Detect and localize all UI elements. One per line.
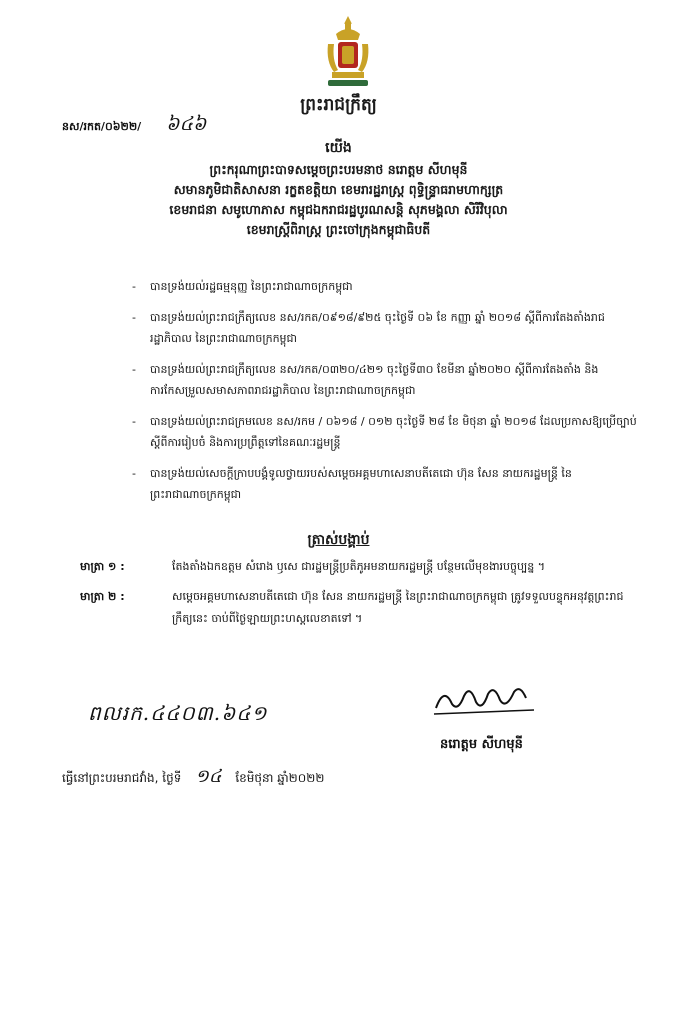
decision-heading: ត្រាស់បង្គាប់ — [307, 532, 370, 548]
article-label: មាត្រា ១ : — [80, 560, 125, 573]
article-1 — [80, 556, 640, 578]
list-dash: - — [132, 280, 136, 293]
recital-item — [118, 276, 638, 297]
royal-coat-of-arms-emblem — [322, 14, 374, 88]
list-dash: - — [132, 415, 136, 428]
king-title-line: ខេមរាជនា សមូហោភាស កម្ពុជឯករាជរដ្ឋបូរណសន្តិ សុភមង្គលា សិរីវិបុលា — [169, 202, 508, 217]
handwritten-day: ១៤ — [195, 766, 222, 787]
king-title-line: សមានភូមិជាតិសាសនា រក្ខតខត្តិយា ខេមរារដ្ឋរាស្ត្រ ពុទ្ធិន្ទ្រាធរាមហាក្សត្រ — [173, 182, 504, 197]
king-title-line: ខេមរាស្ត្រីពិរាស្ត្រ ព្រះចៅក្រុងកម្ពុជាធិបតី — [246, 222, 431, 237]
decree-reference-number: នស/រកត/០៦២២/ — [62, 120, 142, 133]
recital-item — [118, 359, 638, 401]
place-text: ធ្វើនៅព្រះបរមរាជវាំង, ថ្ងៃទី — [62, 771, 182, 785]
decree-subtitle: យើង — [325, 140, 352, 156]
king-title-line: ព្រះករុណាព្រះបាទសម្តេចព្រះបរមនាថ នរោត្តម សីហមុនី — [209, 162, 468, 177]
list-dash: - — [132, 467, 136, 480]
place-and-date — [62, 764, 324, 791]
recital-item — [118, 307, 638, 349]
recital-text: បានទ្រង់យល់ព្រះរាជក្រឹត្យលេខ នស/រកត/០៣២០/៤២១ ចុះថ្ងៃទី៣០ ខែមីនា ឆ្នាំ២០២០ ស្តីពីការតែងតាំង និងការកែសម្រួលសមាសភាពរាជរដ្ឋាភិបាល នៃព្រះរាជាណាចក្រកម្ពុជា — [150, 363, 599, 397]
recital-text: បានទ្រង់យល់ព្រះរាជក្រមលេខ នស/រកម / ០៦១៨ / ០១២ ចុះថ្ងៃទី ២៨ ខែ មិថុនា ឆ្នាំ ២០១៨ ដែលប្រកាសឱ្យប្រើច្បាប់ស្តីពីការរៀបចំ និងការប្រព្រឹត្តទៅនៃគណៈរដ្ឋមន្ត្រី — [150, 415, 637, 449]
handwritten-registration-number: ពលរក.៤៤០៣.៦៤១ — [88, 701, 268, 725]
list-dash: - — [132, 363, 136, 376]
recital-item — [118, 463, 638, 505]
month-year-text: ខែមិថុនា ឆ្នាំ២០២២ — [235, 771, 325, 785]
recital-text: បានទ្រង់យល់សេចក្តីក្រាបបង្គំទូលថ្វាយរបស់សម្តេចអគ្គមហាសេនាបតីតេជោ ហ៊ុន សែន នាយករដ្ឋមន្ត្រី នៃព្រះរាជាណាចក្រកម្ពុជា — [150, 467, 572, 501]
recitals-list — [118, 276, 638, 515]
handwritten-reference-number: ៦៤៦ — [166, 113, 207, 135]
article-text: តែងតាំងឯកឧត្តម សំរោង ឫសេ ជារដ្ឋមន្ត្រីប្រតិភូអមនាយករដ្ឋមន្ត្រី បន្ថែមលើមុខងារបច្ចុប្បន្ន ។ — [172, 560, 545, 573]
article-label: មាត្រា ២ : — [80, 590, 125, 603]
article-2 — [80, 586, 640, 630]
signer-name: នរោត្តម សីហមុនី — [440, 737, 523, 752]
recital-item — [118, 411, 638, 453]
article-text: សម្តេចអគ្គមហាសេនាបតីតេជោ ហ៊ុន សែន នាយករដ្ឋមន្ត្រី នៃព្រះរាជាណាចក្រកម្ពុជា ត្រូវទទួលបន្ទុកអនុវត្តព្រះរាជក្រឹត្យនេះ ចាប់ពីថ្ងៃឡាយព្រះហស្តលេខាតទៅ ។ — [172, 590, 624, 625]
recital-text: បានទ្រង់យល់ព្រះរាជក្រឹត្យលេខ នស/រកត/០៩១៨/៩២៥ ចុះថ្ងៃទី ០៦ ខែ កញ្ញា ឆ្នាំ ២០១៨ ស្តីពីការតែងតាំងរាជរដ្ឋាភិបាល នៃព្រះរាជាណាចក្រកម្ពុជា — [150, 311, 605, 345]
list-dash: - — [132, 311, 136, 324]
recital-text: បានទ្រង់យល់រដ្ឋធម្មនុញ្ញ នៃព្រះរាជាណាចក្រកម្ពុជា — [150, 280, 353, 293]
decree-title: ព្រះរាជក្រឹត្យ — [300, 95, 377, 115]
royal-signature — [430, 678, 540, 718]
